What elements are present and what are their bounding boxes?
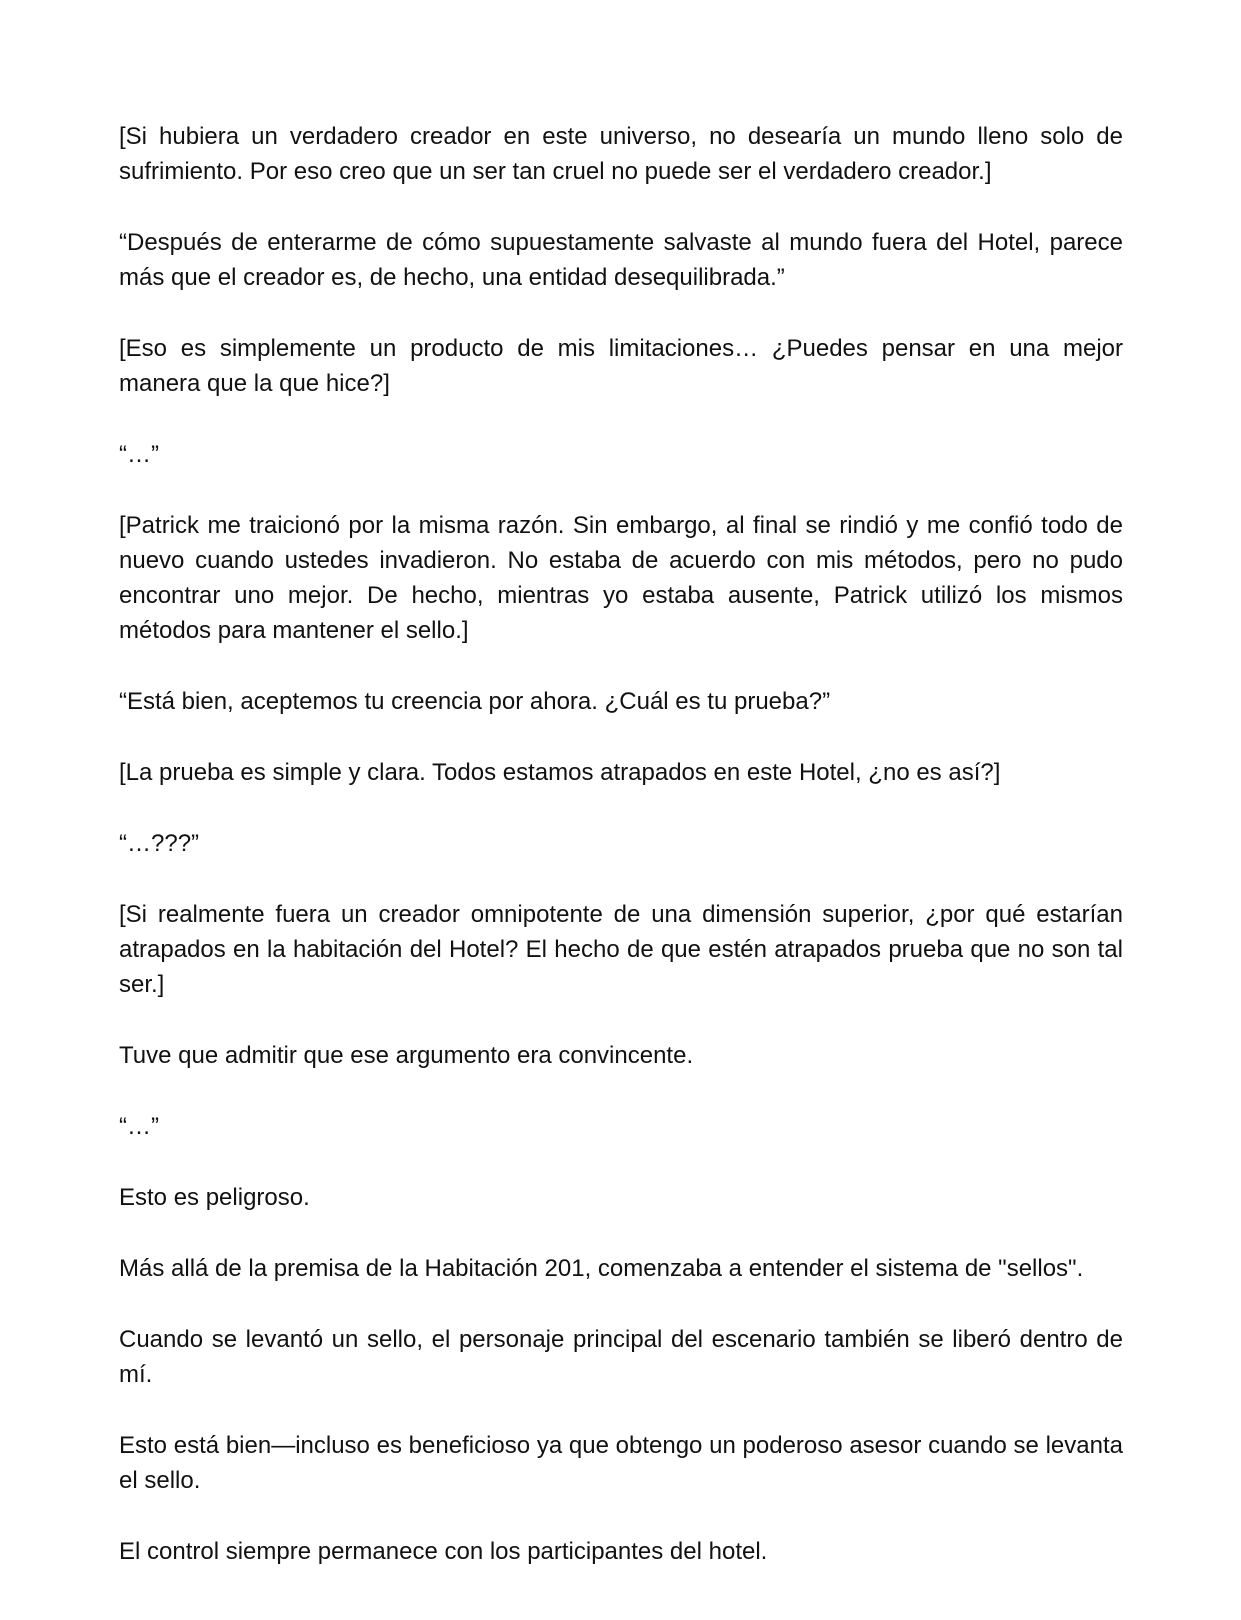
paragraph-5: [Patrick me traicionó por la misma razón. Sin embargo, al final se rindió y me confió todo de nuevo cuando ustedes invadieron. No estaba de acuerdo con mis métodos, pero no pudo encontrar uno mejor. De hecho, mientras yo estaba ausente, Patrick utilizó los mismos métodos para mantener el sello.]	[119, 512, 1123, 644]
paragraph-16: El control siempre permanece con los participantes del hotel.	[119, 1538, 768, 1565]
paragraph-10: Tuve que admitir que ese argumento era convincente.	[119, 1042, 694, 1069]
paragraph-6: “Está bien, aceptemos tu creencia por ahora. ¿Cuál es tu prueba?”	[119, 688, 831, 715]
paragraph-3: [Eso es simplemente un producto de mis limitaciones… ¿Puedes pensar en una mejor manera que la que hice?]	[119, 335, 1123, 397]
paragraph-2: “Después de enterarme de cómo supuestamente salvaste al mundo fuera del Hotel, parece más que el creador es, de hecho, una entidad desequilibrada.”	[119, 229, 1123, 291]
paragraph-7: [La prueba es simple y clara. Todos estamos atrapados en este Hotel, ¿no es así?]	[119, 759, 1001, 786]
paragraph-1: [Si hubiera un verdadero creador en este universo, no desearía un mundo lleno solo de sufrimiento. Por eso creo que un ser tan cruel no puede ser el verdadero creador.]	[119, 123, 1123, 185]
paragraph-11: “…”	[119, 1113, 159, 1140]
paragraph-13: Más allá de la premisa de la Habitación 201, comenzaba a entender el sistema de "sellos".	[119, 1255, 1084, 1282]
paragraph-15: Esto está bien—incluso es beneficioso ya que obtengo un poderoso asesor cuando se levanta el sello.	[119, 1432, 1123, 1494]
paragraph-4: “…”	[119, 441, 159, 468]
paragraph-14: Cuando se levantó un sello, el personaje principal del escenario también se liberó dentro de mí.	[119, 1326, 1123, 1388]
paragraph-9: [Si realmente fuera un creador omnipotente de una dimensión superior, ¿por qué estarían atrapados en la habitación del Hotel? El hecho de que estén atrapados prueba que no son tal ser.]	[119, 901, 1123, 998]
paragraph-8: “…???”	[119, 830, 200, 857]
paragraph-12: Esto es peligroso.	[119, 1184, 310, 1211]
document-body	[119, 119, 1123, 1605]
